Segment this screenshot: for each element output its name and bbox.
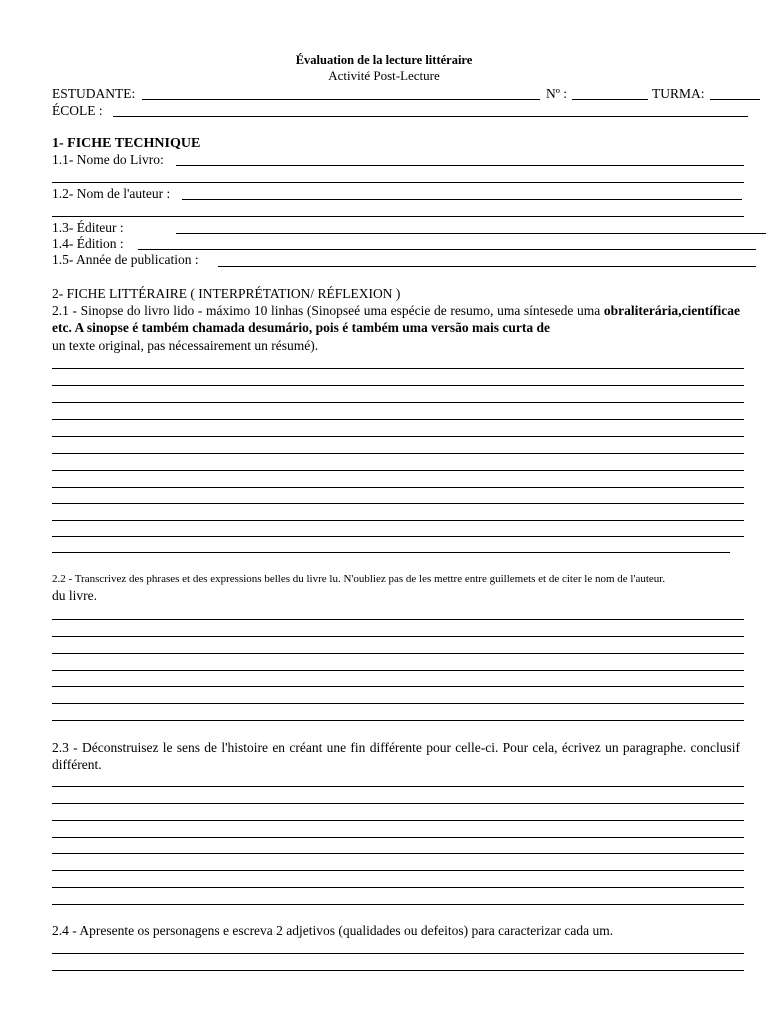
edition-field[interactable] [138, 249, 756, 250]
q21-text-bold: obraliterária,científicae etc. A sinopse é também chamada desumário, pois é também uma versão mais curta de [52, 303, 740, 335]
answer-line[interactable] [52, 653, 744, 654]
q22-text-end: du livre. [52, 588, 97, 603]
answer-line[interactable] [52, 686, 744, 687]
book-name-field[interactable] [176, 165, 744, 166]
field-book-name-label: 1.1- Nome do Livro: [52, 152, 164, 167]
answer-line[interactable] [52, 619, 744, 620]
q21-text-a: 2.1 - Sinopse do livro lido - máximo 10 linhas (Sinopseé uma espécie de resumo, uma síntesede uma [52, 303, 604, 318]
answer-line[interactable] [52, 520, 744, 521]
answer-line[interactable] [52, 385, 744, 386]
field-publisher-label: 1.3- Éditeur : [52, 220, 124, 235]
answer-line[interactable] [52, 803, 744, 804]
answer-line[interactable] [52, 419, 744, 420]
question-2-1 [52, 302, 740, 336]
page-title: Évaluation de la lecture littéraire [295, 53, 473, 67]
question-2-4: 2.4 - Apresente os personagens e escreva 2 adjetivos (qualidades ou defeitos) para caracterizar cada um. [52, 923, 614, 938]
field-edition-label: 1.4- Édition : [52, 236, 124, 251]
answer-line[interactable] [52, 837, 744, 838]
answer-line[interactable] [52, 670, 744, 671]
answer-line[interactable] [52, 368, 744, 369]
student-field[interactable] [142, 99, 540, 100]
publisher-field[interactable] [176, 233, 766, 234]
answer-line[interactable] [52, 703, 744, 704]
number-label: Nº : [546, 86, 568, 101]
answer-line[interactable] [52, 487, 744, 488]
section2-heading: 2- FICHE LITTÉRAIRE ( INTERPRÉTATION/ RÉFLEXION ) [52, 286, 401, 301]
student-label: ESTUDANTE: [52, 86, 136, 101]
question-2-3: 2.3 - Déconstruisez le sens de l'histoire en créant une fin différente pour celle-ci. Pour cela, écrivez un paragraphe. conclusif différent. [52, 740, 740, 772]
number-field[interactable] [572, 99, 648, 100]
answer-line[interactable] [52, 870, 744, 871]
answer-line[interactable] [52, 904, 744, 905]
answer-line[interactable] [52, 970, 744, 971]
class-field[interactable] [710, 99, 760, 100]
year-field[interactable] [218, 266, 756, 267]
question-2-2: 2.2 - Transcrivez des phrases et des expressions belles du livre lu. N'oubliez pas de les mettre entre guillemets et de citer le nom de l'auteur. [52, 573, 666, 585]
answer-line[interactable] [52, 786, 744, 787]
school-label: ÉCOLE : [52, 103, 103, 118]
answer-line[interactable] [52, 436, 744, 437]
answer-line[interactable] [52, 402, 744, 403]
answer-line[interactable] [52, 552, 730, 553]
field-year-label: 1.5- Année de publication : [52, 252, 199, 267]
answer-line[interactable] [52, 953, 744, 954]
field-author-label: 1.2- Nom de l'auteur : [52, 186, 171, 201]
school-field[interactable] [113, 116, 748, 117]
book-name-field-2[interactable] [52, 182, 744, 183]
answer-line[interactable] [52, 636, 744, 637]
q21-text-end: un texte original, pas nécessairement un résumé). [52, 338, 319, 353]
answer-line[interactable] [52, 470, 744, 471]
answer-line[interactable] [52, 536, 744, 537]
answer-line[interactable] [52, 853, 744, 854]
answer-line[interactable] [52, 887, 744, 888]
answer-line[interactable] [52, 820, 744, 821]
section1-heading: 1- FICHE TECHNIQUE [52, 136, 201, 151]
page-subtitle: Activité Post-Lecture [328, 68, 440, 83]
answer-line[interactable] [52, 720, 744, 721]
author-field[interactable] [182, 199, 742, 200]
answer-line[interactable] [52, 503, 744, 504]
class-label: TURMA: [652, 86, 705, 101]
author-field-2[interactable] [52, 216, 744, 217]
answer-line[interactable] [52, 453, 744, 454]
